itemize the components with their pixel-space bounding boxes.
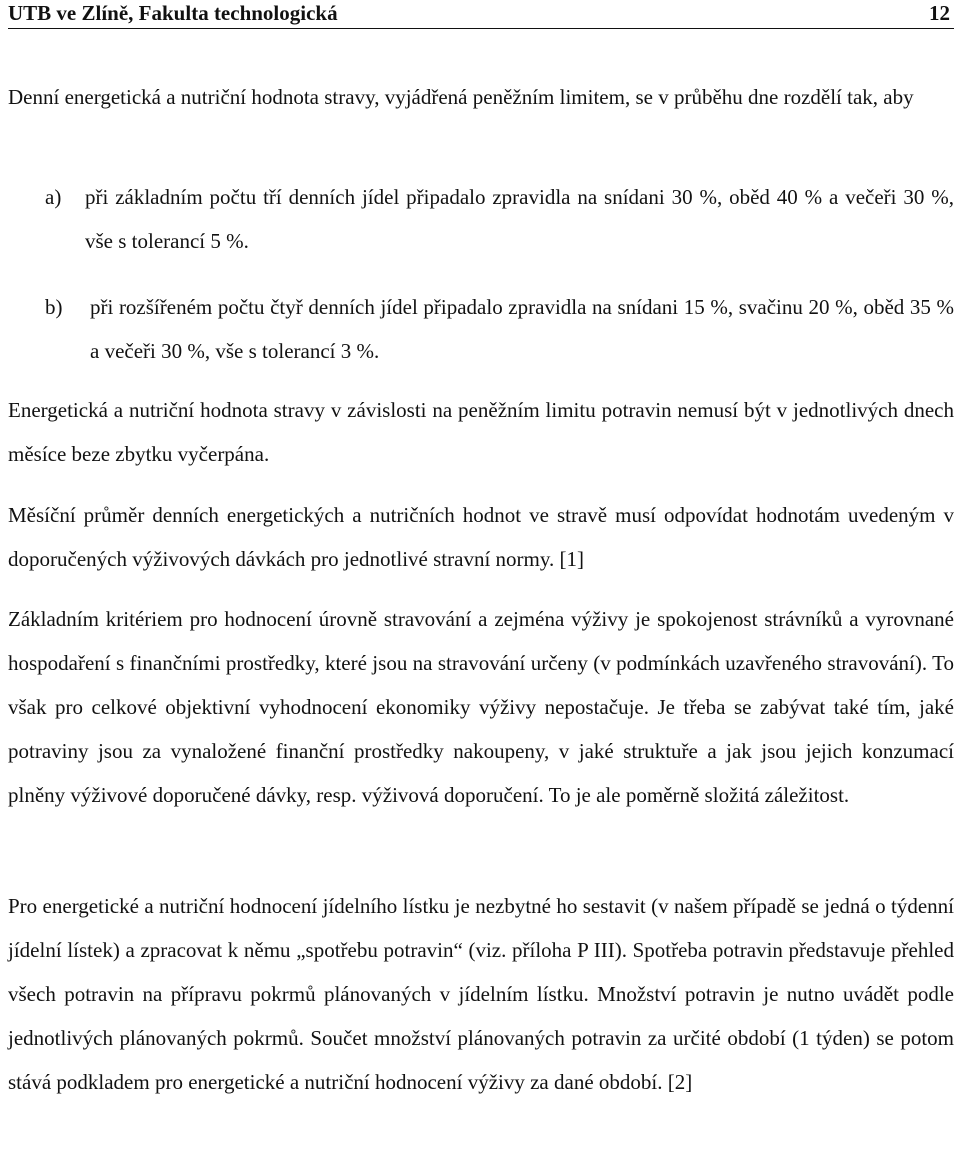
paragraph-menu-evaluation: Pro energetické a nutriční hodnocení jídelního lístku je nezbytné ho sestavit (v našem případě se jedná o týdenní jídelní lístek) a zpracovat k němu „spotřebu potravin“ (viz. příloha P III). Spotřeba potravin představuje přehled všech potravin na přípravu pokrmů plánovaných v jídelním lístku. Množství potravin je nutno uvádět podle jednotlivých plánovaných pokrmů. Součet množství plánovaných potravin za určité období (1 týden) se potom stává podkladem pro energetické a nutriční hodnocení výživy za dané období. [2]	[8, 894, 954, 1094]
intro-paragraph: Denní energetická a nutriční hodnota stravy, vyjádřená peněžním limitem, se v průběhu dne rozdělí tak, aby	[8, 85, 914, 109]
page-number: 12	[929, 1, 950, 25]
list-marker-b: b)	[45, 295, 63, 319]
paragraph-energy-limit: Energetická a nutriční hodnota stravy v závislosti na peněžním limitu potravin nemusí být v jednotlivých dnech měsíce beze zbytku vyčerpána.	[8, 398, 954, 466]
page-header	[8, 0, 954, 29]
header-title: UTB ve Zlíně, Fakulta technologická	[8, 1, 338, 25]
list-item-b: při rozšířeném počtu čtyř denních jídel připadalo zpravidla na snídani 15 %, svačinu 20 %, oběd 35 % a večeři 30 %, vše s tolerancí 3 %.	[90, 295, 954, 363]
paragraph-evaluation-criteria: Základním kritériem pro hodnocení úrovně stravování a zejména výživy je spokojenost strávníků a vyrovnané hospodaření s finančními prostředky, které jsou na stravování určeny (v podmínkách uzavřeného stravování). To však pro celkové objektivní vyhodnocení ekonomiky výživy nepostačuje. Je třeba se zabývat také tím, jaké potraviny jsou za vynaložené finanční prostředky nakoupeny, v jaké struktuře a jak jsou jejich konzumací plněny výživové doporučené dávky, resp. výživová doporučení. To je ale poměrně složitá záležitost.	[8, 607, 954, 807]
paragraph-monthly-average: Měsíční průměr denních energetických a nutričních hodnot ve stravě musí odpovídat hodnotám uvedeným v doporučených výživových dávkách pro jednotlivé stravní normy. [1]	[8, 503, 954, 571]
list-item-a: při základním počtu tří denních jídel připadalo zpravidla na snídani 30 %, oběd 40 % a večeři 30 %, vše s tolerancí 5 %.	[85, 185, 954, 253]
list-marker-a: a)	[45, 185, 62, 209]
